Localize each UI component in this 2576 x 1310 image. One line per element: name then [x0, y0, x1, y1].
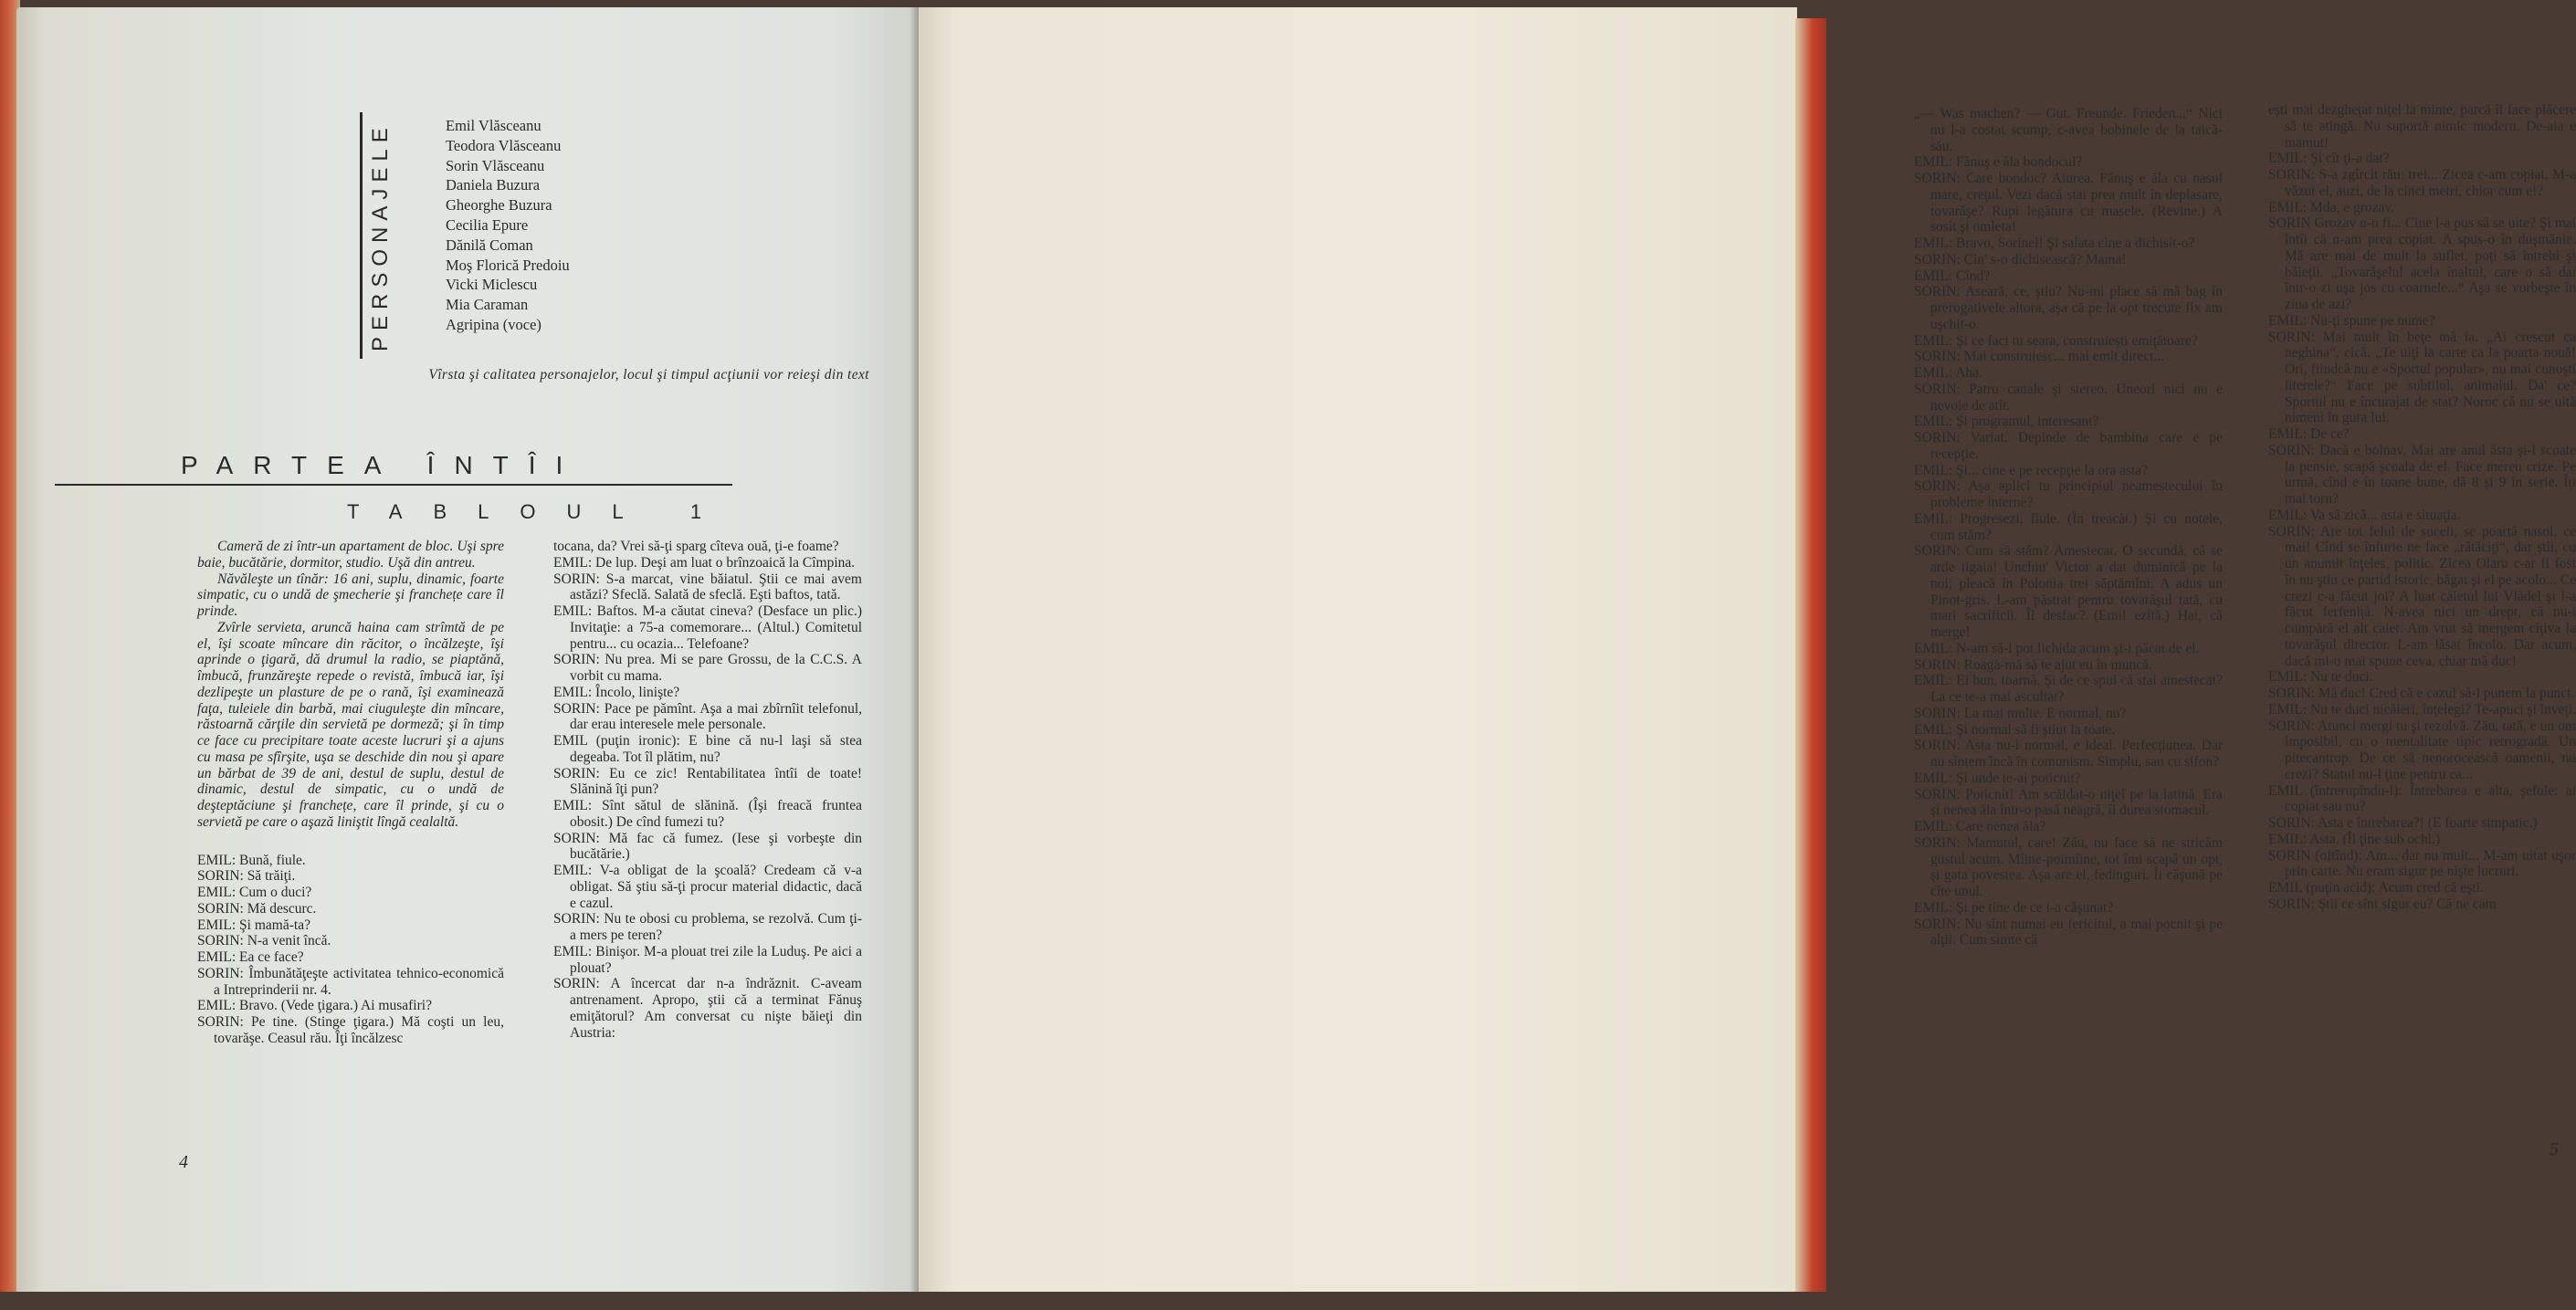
part-title-rule — [55, 484, 732, 486]
dialogue-line: EMIL: Sînt sătul de slănină. (Îşi freacă fruntea obosit.) De cînd fumezi tu? — [553, 798, 862, 830]
dialogue-line: SORIN: Îmbunătăţeşte activitatea tehnico-economică a Intreprinderii nr. 4. — [197, 965, 504, 998]
stage-direction: Năvăleşte un tînăr: 16 ani, suplu, dinamic, foarte simpatic, cu o undă de şmecherie şi franchețe care îl prinde. — [197, 571, 504, 619]
dialogue-line: SORIN: Aseară, ce, ştiu? Nu-mi place să mă bag în prerogativele altora, aşa că pe la opt trecute fix am uşchit-o. — [1914, 284, 2223, 332]
dialogue-line: tocana, da? Vrei să-ţi sparg cîteva ouă, ţi-e foame? — [553, 539, 839, 554]
dialogue-line: SORIN: Pe tine. (Stinge ţigara.) Mă coşti un leu, tovarăşe. Ceasul rău. Îţi încălzesc — [197, 1014, 504, 1046]
dialogue-line: SORIN: Patru canale şi stereo. Uneori nici nu e nevoie de atît. — [1914, 381, 2223, 414]
dialogue-line: EMIL: Şi cît ţi-a dat? — [2268, 151, 2390, 167]
page-number-right: 5 — [2550, 1139, 2559, 1159]
cast-member: Vicki Miclescu — [446, 276, 538, 294]
left-column-2 — [553, 539, 862, 1041]
dialogue-line: SORIN: Cum să stăm? Amestecat. O secundă, că se arde tigaia! Unchiu' Victor a dat duminică pe la noi; pleacă în Polonia trei săptămîni. A adus un Pinot-gris. L-am păstrat pentru tovarăşul tată, cu mari sacrificii. Îl desfac? (Emil ezită.) Hai, că merge! — [1914, 543, 2223, 640]
dialogue-line: EMIL: V-a obligat de la şcoală? Credeam că v-a obligat. Să ştiu să-ţi procur material didactic, dacă e cazul. — [553, 863, 862, 911]
cast-member: Moş Florică Predoiu — [446, 256, 570, 274]
dialogue-line: EMIL: De ce? — [2268, 426, 2350, 442]
dialogue-line: EMIL: Cînd? — [1914, 267, 1991, 284]
cast-note: Vîrsta şi calitatea personajelor, locul şi timpul acţiunii vor reieşi din text — [428, 367, 869, 383]
dialogue-line: EMIL: Care nenea ăla? — [1914, 819, 2046, 834]
dialogue-line: SORIN: Roagă-mă să te ajut eu în muncă. — [1914, 656, 2152, 673]
right-column-2 — [2268, 102, 2576, 913]
dialogue-line: EMIL: Binişor. M-a plouat trei zile la Luduş. Pe aici a plouat? — [553, 943, 862, 976]
cast-member: Teodora Vlăsceanu — [446, 136, 562, 154]
dialogue-line: EMIL: N-am să-l pot lichida acum şi-i păcat de el. — [1914, 640, 2200, 656]
page-number-left: 4 — [179, 1152, 188, 1172]
dialogue-line: „— Was machen? — Gut. Freunde. Frieden...“ Nici nu l-a costat scump, c-avea bobinele de la taică-său. — [1914, 106, 2223, 154]
dialogue-line: SORIN: Eu ce zic! Rentabilitatea întîi de toate! Slănină îţi pun? — [553, 765, 862, 798]
cast-member: Daniela Buzura — [446, 176, 541, 194]
dialogue-line: EMIL (puţin acid): Acum cred că eşti. — [2268, 880, 2484, 896]
cast-member: Mia Caraman — [446, 296, 529, 314]
cast-member: Gheorghe Buzura — [446, 196, 552, 215]
stage-direction: Zvîrle servieta, aruncă haina cam strîmtă de pe el, îşi scoate mîncare din răcitor, o încălzeşte, îşi aprinde o ţigară, dă drumul la radio, se piaptănă, îmbucă, frunzăreşte repede o revistă, îmbucă iar, îşi dezlipeşte un plasture de pe o rană, îşi examinează faţa, tuleiele din barbă, mai ciuguleşte din mîncare, răstoarnă cărţile din servietă pe dormeză; şi în timp ce face cu precipitare toate aceste lucruri şi a ajuns cu masa pe sfîrşite, uşa se deschide din nou şi apare un bărbat de 39 de ani, destul de suplu, destul de dinamic, destul de simpatic, cu o undă de deşteptăciune şi franchețe, care îl prinde, şi cu o servietă pe care o aşază liniştit lîngă cealaltă. — [197, 619, 504, 830]
dialogue-line: SORIN: Cin' s-o dichisească? Mama! — [1914, 251, 2127, 267]
dialogue-line: SORIN: Atunci mergi tu şi rezolvă. Zău, tată, e un om imposibil, cu o mentalitate tipic retrogradă. Un pitecantrop. De ce să nenorocească oamenii, nu crezi? Statul nu-l ţine pentru ca... — [2268, 718, 2576, 782]
dialogue-line: EMIL: Cum o duci? — [197, 885, 312, 900]
dialogue-line: SORIN: Asta nu-i normal, e ideal. Perfecţiunea. Dar nu sîntem încă în comunism. Simplu, sau cu sifon? — [1914, 738, 2223, 770]
dialogue-line: SORIN: Mă duc! Cred că e cazul să-l punem la punct. — [2268, 686, 2575, 701]
dialogue-line: EMIL: Şi normal să fi ştiut la toate. — [1914, 721, 2116, 738]
dialogue-line: EMIL: De lup. Deşi am luat o brînzoaică la Cîmpina. — [553, 554, 856, 571]
dialogue-line: EMIL: Şi pe tine de ce i-a căşunat? — [1914, 899, 2114, 916]
dialogue-line: EMIL: Va să zică... asta e situaţia. — [2268, 507, 2461, 523]
dialogue-line: SORIN: Mamutul, care! Zău, nu face să ne stricăm gustul acum. Mîine-poimîine, tot îmi scapă un opt, şi gata povestea. Aşa are el, fedinguri. Îi căşună pe cîte unul. — [1914, 834, 2223, 899]
dialogue-line: SORIN: Mai construiesc... mai emit direct... — [1914, 349, 2165, 365]
dialogue-line: SORIN: S-a zgîrcit rău: trei... Zicea c-am copiat. M-a văzut el, auzi, de la cinci metri, chior cum e!? — [2268, 167, 2576, 199]
dialogue-line: SORIN: Pace pe pămînt. Aşa a mai zbîrnîit telefonul, dar erau interesele mele personale. — [553, 700, 862, 733]
cast-member: Agripina (voce) — [446, 315, 541, 333]
dialogue-line: SORIN: Nu sînt numai eu fericitul, a mai pocnit şi pe alţii. Cum simte că — [1914, 916, 2223, 948]
dialogue-line: EMIL: Bună, fiule. — [197, 852, 306, 868]
cast-list — [446, 116, 570, 335]
cast-member: Emil Vlăsceanu — [446, 117, 541, 134]
dialogue-line: SORIN: Are tot felul de suceli, se poartă nasol, ce mai! Cînd se înfurie ne face „rătăciţi“, dar ştii, cu un anumit înţeles, politic. Zicea Olaru c-ar fi fost în nu ştiu ce partid istoric, băgat şi el pe acolo... Ce crezi c-a făcut joi? A luat caietul lui Vlădel şi l-a făcut ferfeniţă. N-avea nici un drept, că nu-i cumpără el alt caiet. Am vrut să mergem cîţiva la tovarăşul director. L-am lăsat încolo. Dar acum, dacă mi-o mai spune ceva, chiar mă duc! — [2268, 523, 2576, 669]
dialogue-line: eşti mai dezgheţat niţel la minte, parcă îi face plăcere să te atingă. Nu suportă nimic modern. De-aia e mamut! — [2268, 102, 2576, 151]
dialogue-line: SORIN: N-a venit încă. — [197, 933, 331, 949]
dialogue-line: EMIL: Nu te duci. — [2268, 669, 2373, 686]
part-title: PARTEA ÎNTÎI — [181, 451, 584, 479]
dialogue-line: EMIL: Aha. — [1914, 365, 1982, 381]
dialogue-line: EMIL (întrerupîndu-l): Întrebarea e alta, şefule: ai copiat sau nu? — [2268, 782, 2576, 815]
right-column-1 — [1914, 106, 2223, 948]
dialogue-line: SORIN: Aşa aplici tu principiul neamestecului în probleme interne? — [1914, 478, 2223, 510]
dialogue-line: SORIN: La mai multe. E normal, nu? — [1914, 705, 2127, 721]
dialogue-line: EMIL: Bravo. (Vede ţigara.) Ai musafiri? — [197, 998, 432, 1014]
dialogue-line: SORIN: Nu prea. Mi se pare Grossu, de la C.C.S. A vorbit cu mama. — [553, 652, 862, 684]
dialogue-line: EMIL: Ea ce face? — [197, 949, 304, 965]
dialogue-line: SORIN (oftînd): Am... dar nu mult... M-am uitat uşor prin carte. Nu eram sigur pe nişte lucruri. — [2268, 847, 2576, 880]
dialogue-line: EMIL: Baftos. M-a căutat cineva? (Desface un plic.) Invitaţie: a 75-a comemorare... (Altul.) Comitetul pentru... cu ocazia... Telefoane? — [553, 603, 862, 652]
dialogue-line: EMIL: Nu te duci nicăieri, înţelegi? Te-apuci şi înveţi. — [2268, 701, 2576, 718]
dialogue-line: EMIL: Şi programul, interesant? — [1914, 414, 2099, 430]
dialogue-line: SORIN: Mai mult în beţe mă ia. „Ai crescut ca neghina“, cică. „Te uiţi la carte ca la poarta nouă! Ori, fiindcă nu e «Sportul popular», nu mai cunoşti literele?“ Face pe subtilul, animalul. Da' ce? Sportul nu e încurajat de stat? Noroc că nu se uită nimeni în gura lui. — [2268, 329, 2576, 426]
dialogue-line: SORIN: Asta e întrebarea?! (E foarte simpatic.) — [2268, 815, 2538, 831]
cast-member: Sorin Vlăsceanu — [446, 156, 545, 174]
dialogue-line: EMIL: Bravo, Sorinel! Şi salata cine a dichisit-o? — [1914, 236, 2195, 251]
dialogue-line: SORIN: Mă fac că fumez. (Iese şi vorbeşte din bucătărie.) — [553, 830, 862, 863]
dialogue-line: EMIL: Mda, e grozav. — [2268, 199, 2395, 215]
dialogue-line: EMIL: Progresezi, fiule. (În treacăt.) Şi cu notele, cum stăm? — [1914, 510, 2223, 543]
dialogue-line: SORIN: Poticnit! Am scăldat-o niţel pe la latină. Era şi nenea ăla într-o pasă neagră, îl durea stomacul. — [1914, 786, 2223, 819]
dialogue-line: EMIL: Fănuş e ăla bondocul? — [1914, 154, 2083, 171]
dialogue-line: EMIL: Şi unde te-ai poticnit? — [1914, 770, 2081, 786]
dialogue-line: EMIL: Asta. (Îl ţine sub ochi.) — [2268, 831, 2441, 847]
right-page — [919, 7, 2576, 1296]
dialogue-line: EMIL (puţin ironic): E bine că nu-l laşi să stea degeaba. Tot îl plătim, nu? — [553, 733, 862, 765]
dialogue-line: EMIL: Şi ce faci tu seara, construieşti emiţătoare? — [1914, 332, 2198, 349]
cast-member: Dănilă Coman — [446, 236, 533, 254]
left-page — [16, 7, 919, 1296]
dialogue-line: SORIN: Ştii ce sînt sigur eu? Că ne cam — [2268, 896, 2497, 912]
dialogue-line: SORIN: Dacă e bolnav. Mai are anul ăsta şi-l scoate la pensie, scapă şcoala de el. Face mereu crize. Pe urmă, cînd e în toane bune, dă 8 şi 9 în serie. Îţi mai torn? — [2268, 442, 2576, 507]
dialogue-line: SORIN: Care bondoc? Aiurea. Fănuş e ăla cu nasul mare, creţul. Vezi dacă stai prea mult în deplasare, tovarăşe? Rupi legătura cu masele. (Revine.) A sosit şi omleta! — [1914, 171, 2223, 236]
paragraph-gap — [197, 831, 504, 853]
cast-heading-block — [360, 112, 396, 359]
dialogue-line: SORIN: S-a marcat, vine băiatul. Ştii ce mai avem astăzi? Sfeclă. Salată de sfeclă. Eşti baftos, tată. — [553, 571, 862, 603]
dialogue-line: EMIL: Încolo, linişte? — [553, 684, 680, 700]
dialogue-line: EMIL: Şi mamă-ta? — [197, 917, 310, 933]
background-surface — [0, 1292, 1826, 1310]
tableau-title: TABLOUL 1 — [347, 500, 733, 523]
dialogue-line: SORIN: Nu te obosi cu problema, se rezolvă. Cum ţi-a mers pe teren? — [553, 911, 862, 943]
dialogue-line: EMIL: Nu-ţi spune pe nume? — [2268, 312, 2435, 329]
stage-direction: Cameră de zi într-un apartament de bloc. Uşi spre baie, bucătărie, dormitor, studio. Uşă din antreu. — [197, 539, 504, 571]
dialogue-line: EMIL: Şi... cine e pe recepţie la ora asta? — [1914, 462, 2149, 478]
left-column-1 — [197, 539, 504, 1047]
dialogue-line: SORIN Grozav n-o fi... Cine l-a pus să se uite? Şi mai întîi că n-am prea copiat. A spus-o în duşmănie. Mă are mai de mult la suflet, poţi să întrebi şi băieţii. „Tovarăşelul acela înaltul, care o să dai într-o zi uşa jos cu coarnele...“ Aşa se vorbeşte în ziua de azi? — [2268, 215, 2576, 312]
dialogue-line: EMIL: Ei bun, toarnă. Şi de ce spui că stai amestecat? La ce te-a mai ascultat? — [1914, 673, 2223, 705]
dialogue-line: SORIN: Mă descurc. — [197, 900, 317, 917]
cast-heading: PERSONAJELE — [368, 121, 393, 351]
dialogue-line: SORIN: A încercat dar n-a îndrăznit. C-aveam antrenament. Apropo, ştii că a terminat Fănuş emiţătorul? Am conversat cu nişte băieţi din Austria: — [553, 976, 862, 1041]
cover-edge-right — [1795, 18, 1826, 1296]
dialogue-line: SORIN: Să trăiţi. — [197, 868, 296, 885]
dialogue-line: SORIN: Variat. Depinde de bambina care e pe recepţie. — [1914, 430, 2223, 462]
cast-member: Cecilia Epure — [446, 215, 529, 234]
